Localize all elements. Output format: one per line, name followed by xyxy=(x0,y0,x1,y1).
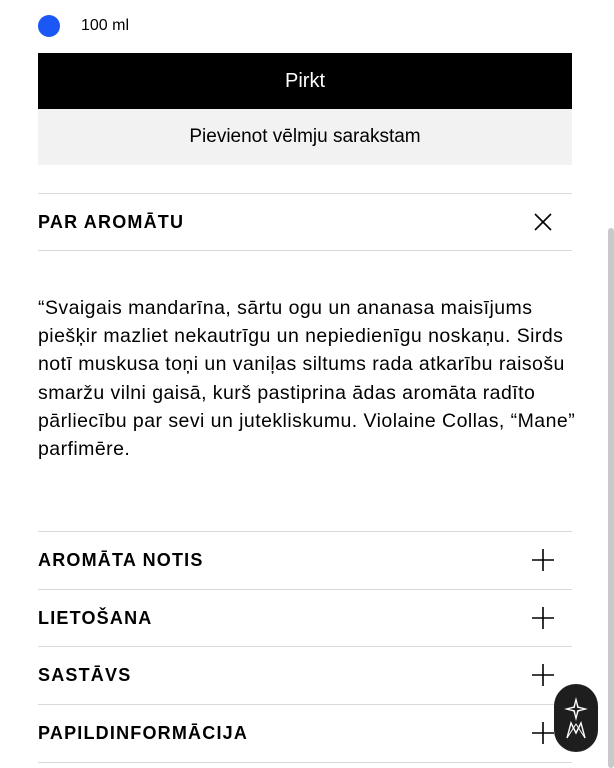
accordion-notes-header[interactable] xyxy=(38,532,572,588)
divider xyxy=(38,762,572,763)
accordion-notes-title: AROMĀTA NOTIS xyxy=(38,549,204,570)
size-label: 100 ml xyxy=(81,17,130,34)
plus-icon[interactable] xyxy=(531,548,555,572)
accordion-ingredients-title: SASTĀVS xyxy=(38,664,132,685)
scrollbar[interactable] xyxy=(608,228,614,768)
accordion-usage-title: LIETOŠANA xyxy=(38,607,153,628)
close-icon[interactable] xyxy=(531,210,555,234)
add-to-wishlist-button[interactable]: Pievienot vēlmju sarakstam xyxy=(38,109,572,165)
accordion-additional-info-header[interactable] xyxy=(38,705,572,761)
brand-logo-icon xyxy=(562,695,590,741)
size-option[interactable] xyxy=(38,14,129,38)
buy-button[interactable]: Pirkt xyxy=(38,53,572,109)
size-swatch[interactable] xyxy=(38,15,60,37)
fragrance-description: “Svaigais mandarīna, sārtu ogu un ananasa maisījums piešķir mazliet nekautrīgu un nepiedienīgu noskaņu. Sirds notī muskusa toņi un vaniļas siltums rada atkarību raisošu smaržu vilni gaisā, kurš pastiprina ādas aromāta radīto pārliecību par sevi un jutekliskumu. Violaine Collas, “Mane” parfimēre. xyxy=(38,297,576,461)
brand-badge-button[interactable] xyxy=(554,684,598,752)
accordion-additional-info-title: PAPILDINFORMĀCIJA xyxy=(38,722,249,743)
accordion-ingredients-header[interactable] xyxy=(38,647,572,703)
plus-icon[interactable] xyxy=(531,721,555,745)
accordion-usage-header[interactable] xyxy=(38,590,572,646)
divider xyxy=(38,250,572,251)
plus-icon[interactable] xyxy=(531,606,555,630)
accordion-about-header[interactable] xyxy=(38,194,572,250)
accordion-about-title: PAR AROMĀTU xyxy=(38,211,185,232)
plus-icon[interactable] xyxy=(531,663,555,687)
